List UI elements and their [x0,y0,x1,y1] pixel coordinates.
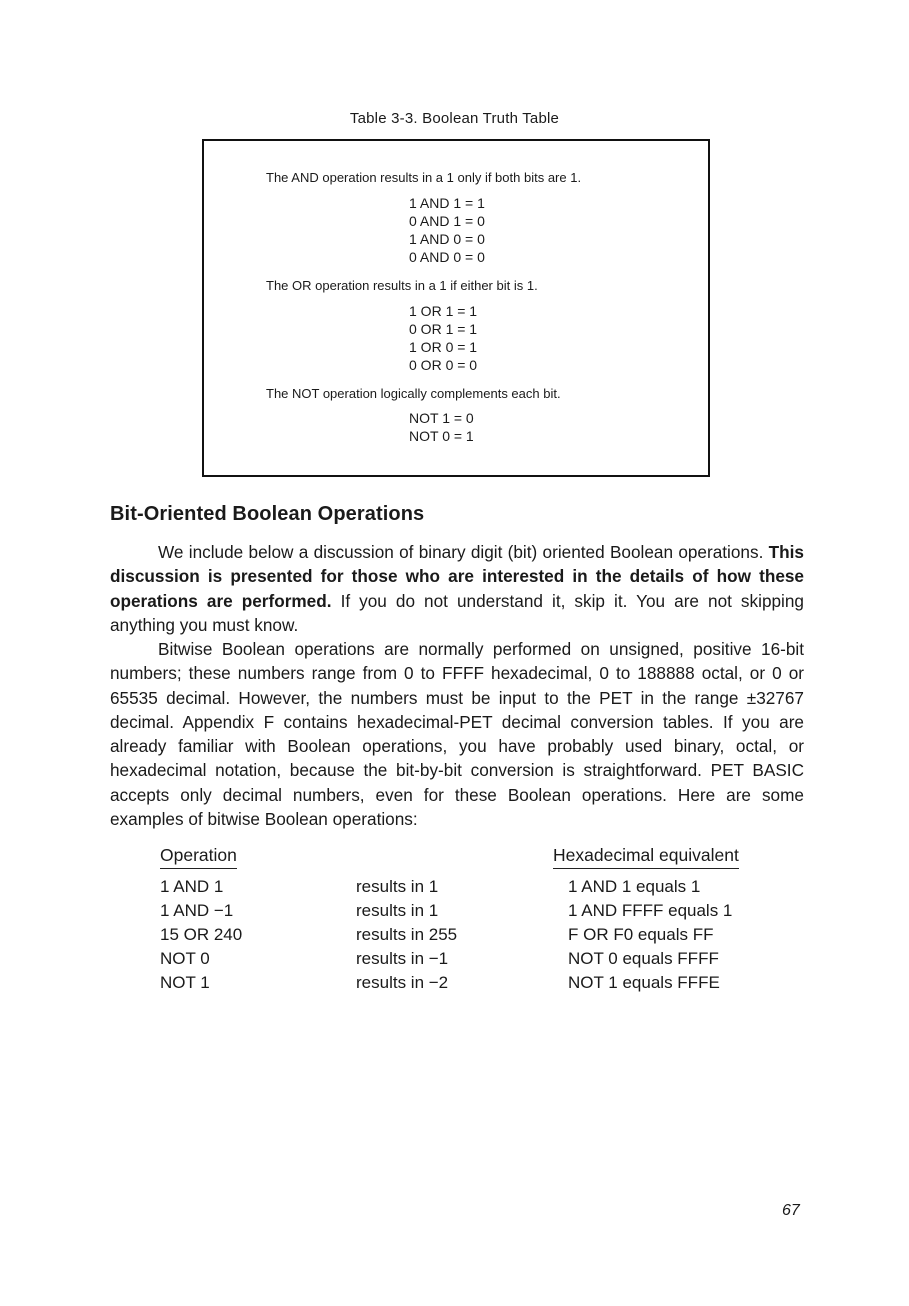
not-description: The NOT operation logically complements each bit. [266,386,561,401]
truth-row: 1 OR 0 = 1 [409,339,478,355]
example-row [0,949,909,973]
paragraph-bitwise: Bitwise Boolean operations are normally performed on unsigned, positive 16-bit numbers; these numbers range from 0 to FFFF hexadecimal, 0 to 188888 octal, or 0 or 65535 decimal. However, the numbers must be input to the PET in the range ±32767 decimal. Appendix F contains hexadecimal-PET decimal conversion tables. If you are already familiar with Boolean operations, you have probably used binary, octal, or hexadecimal notation, because the bit-by-bit conversion is straightforward. PET BASIC accepts only decimal numbers, even for these Boolean operations. Here are some examples of bitwise Boolean operations: [110,639,804,830]
example-operation: 1 AND 1 [160,877,224,896]
truth-row: 1 OR 1 = 1 [409,303,478,319]
example-hex: 1 AND 1 equals 1 [568,877,701,896]
example-hex: NOT 0 equals FFFF [568,949,719,968]
operation-column-header: Operation [160,845,237,869]
truth-row: 0 OR 0 = 0 [409,357,478,373]
example-hex: 1 AND FFFF equals 1 [568,901,733,920]
example-result: results in 1 [356,901,439,920]
section-heading: Bit-Oriented Boolean Operations [110,503,425,525]
example-operation: NOT 0 [160,949,210,968]
example-operation: 1 AND −1 [160,901,234,920]
truth-row: 0 OR 1 = 1 [409,321,478,337]
truth-row: 0 AND 1 = 0 [409,213,485,229]
example-row [0,973,909,997]
truth-row: NOT 0 = 1 [409,428,474,444]
hex-column-header: Hexadecimal equivalent [553,845,739,869]
example-hex: NOT 1 equals FFFE [568,973,720,992]
example-result: results in −2 [356,973,449,992]
truth-row: 1 AND 0 = 0 [409,231,485,247]
paragraph-intro [110,540,804,637]
example-operation: 15 OR 240 [160,925,243,944]
truth-row: 0 AND 0 = 0 [409,249,485,265]
intro-end-text: If you do not understand it, skip it. You are not skipping anything you must know. [110,590,804,635]
example-result: results in 1 [356,877,439,896]
truth-row: 1 AND 1 = 1 [409,195,485,211]
truth-table-box [202,139,710,477]
and-description: The AND operation results in a 1 only if both bits are 1. [266,170,582,185]
table-caption: Table 3-3. Boolean Truth Table [349,110,560,127]
example-hex: F OR F0 equals FF [568,925,714,944]
example-row [0,901,909,925]
example-result: results in −1 [356,949,449,968]
or-equations [409,302,477,374]
not-equations [409,409,474,445]
page-number: 67 [782,1202,800,1219]
example-row [0,877,909,901]
truth-row: NOT 1 = 0 [409,410,474,426]
intro-text: We include below a discussion of binary digit (bit) oriented Boolean operations. [158,542,764,562]
example-operation: NOT 1 [160,973,210,992]
example-row [0,925,909,949]
intro-bold-text: This discussion is presented for those who are interested in the details of how these operations are performed. [110,542,804,611]
or-description: The OR operation results in a 1 if either bit is 1. [266,278,538,293]
example-result: results in 255 [356,925,458,944]
and-equations [409,194,485,266]
